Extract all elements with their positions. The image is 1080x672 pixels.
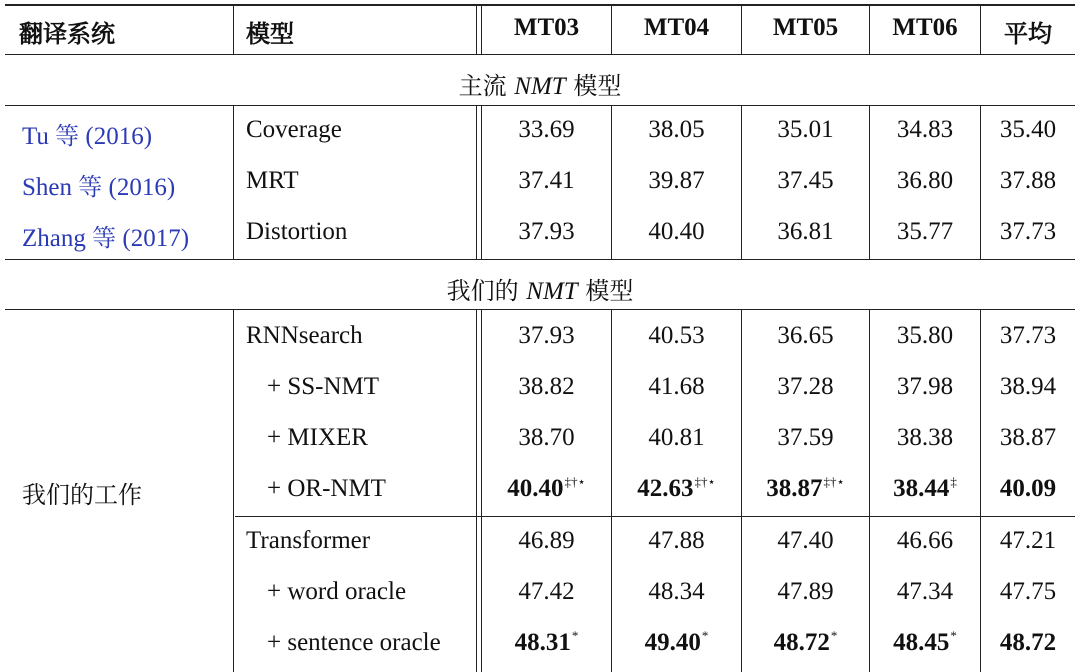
score-avg: 37.88 — [999, 167, 1057, 194]
model-name: + sentence oracle — [267, 629, 441, 656]
model-name: + OR-NMT — [267, 475, 386, 502]
score-mt04: 40.81 — [648, 424, 705, 451]
score-mt03: 38.70 — [518, 424, 575, 451]
score-mt04: 49.40* — [644, 628, 709, 656]
score-avg: 47.21 — [999, 527, 1057, 554]
header-avg: 平均 — [1004, 20, 1052, 48]
top-rule — [5, 4, 1075, 6]
score-mt05: 48.72* — [773, 628, 838, 656]
score-mt06: 38.38 — [896, 424, 954, 451]
vrule-system-header — [233, 4, 234, 54]
score-mt04: 48.34 — [648, 578, 705, 605]
score-mt05: 47.89 — [777, 578, 834, 605]
score-mt06: 46.66 — [896, 527, 954, 554]
our-work-label: 我们的工作 — [22, 481, 142, 509]
score-avg: 48.72 — [999, 629, 1057, 656]
score-mt06: 47.34 — [896, 578, 954, 605]
model-name: MRT — [246, 167, 299, 194]
score-mt06: 37.98 — [896, 373, 954, 400]
score-mt04: 47.88 — [648, 527, 705, 554]
transformer-rule — [235, 516, 1075, 517]
header-rule — [5, 54, 1075, 55]
score-mt03: 40.40‡†⋆ — [507, 474, 586, 502]
score-mt04: 40.53 — [648, 322, 705, 349]
score-mt06: 35.80 — [896, 322, 954, 349]
citation-link[interactable]: Tu 等 (2016) — [22, 122, 153, 150]
score-mt06: 34.83 — [896, 116, 954, 143]
vrule-double-a2 — [476, 105, 477, 259]
header-mt06: MT06 — [892, 14, 958, 41]
score-mt03: 46.89 — [518, 527, 575, 554]
vrule-system-ours — [233, 309, 234, 672]
score-mt03: 37.93 — [518, 218, 575, 245]
score-mt05: 37.59 — [777, 424, 834, 451]
section-mainstream-nmt: 主流 NMT 模型 — [458, 72, 622, 100]
model-name: + word oracle — [267, 578, 407, 605]
score-mt06: 48.45* — [893, 628, 957, 656]
score-avg: 47.75 — [999, 578, 1057, 605]
model-name: Coverage — [246, 116, 342, 143]
score-mt04: 39.87 — [648, 167, 705, 194]
score-mt03: 47.42 — [518, 578, 575, 605]
score-avg: 37.73 — [999, 322, 1057, 349]
header-mt05: MT05 — [772, 14, 839, 41]
citation-link[interactable]: Zhang 等 (2017) — [22, 224, 190, 252]
score-mt06: 38.44‡ — [893, 474, 957, 502]
model-name: Transformer — [246, 527, 371, 554]
score-mt04: 40.40 — [648, 218, 705, 245]
citation-link[interactable]: Shen 等 (2016) — [22, 173, 176, 201]
score-avg: 38.94 — [999, 373, 1057, 400]
model-name: Distortion — [246, 218, 348, 245]
section1-rule — [5, 105, 1075, 106]
score-mt04: 42.63‡†⋆ — [637, 474, 716, 502]
model-name: + MIXER — [267, 424, 368, 451]
score-mt03: 37.93 — [518, 322, 575, 349]
section2-rule — [5, 309, 1075, 310]
score-mt04: 41.68 — [648, 373, 705, 400]
score-avg: 37.73 — [999, 218, 1057, 245]
score-mt06: 35.77 — [896, 218, 954, 245]
model-name: RNNsearch — [246, 322, 363, 349]
score-mt03: 48.31* — [514, 628, 579, 656]
score-mt05: 37.45 — [777, 167, 834, 194]
score-mt05: 35.01 — [777, 116, 834, 143]
score-mt05: 36.81 — [777, 218, 834, 245]
score-mt04: 38.05 — [648, 116, 705, 143]
score-mt05: 47.40 — [777, 527, 834, 554]
score-avg: 35.40 — [999, 116, 1057, 143]
score-mt05: 36.65 — [777, 322, 834, 349]
score-mt03: 37.41 — [518, 167, 575, 194]
model-name: + SS-NMT — [267, 373, 380, 400]
vrule-double-a3 — [476, 309, 477, 672]
vrule-system-baselines — [233, 105, 234, 259]
baseline-rule — [5, 259, 1075, 260]
score-avg: 40.09 — [999, 475, 1057, 502]
header-mt03: MT03 — [513, 14, 580, 41]
header-model: 模型 — [246, 20, 294, 48]
score-mt03: 38.82 — [518, 373, 575, 400]
score-mt06: 36.80 — [896, 167, 954, 194]
score-mt03: 33.69 — [518, 116, 575, 143]
score-mt05: 37.28 — [777, 373, 834, 400]
score-mt05: 38.87‡†⋆ — [766, 474, 845, 502]
score-avg: 38.87 — [999, 424, 1057, 451]
header-system: 翻译系统 — [19, 20, 115, 48]
header-mt04: MT04 — [643, 14, 710, 41]
section-our-nmt: 我们的 NMT 模型 — [446, 277, 634, 305]
vrule-double-a1 — [476, 4, 477, 54]
